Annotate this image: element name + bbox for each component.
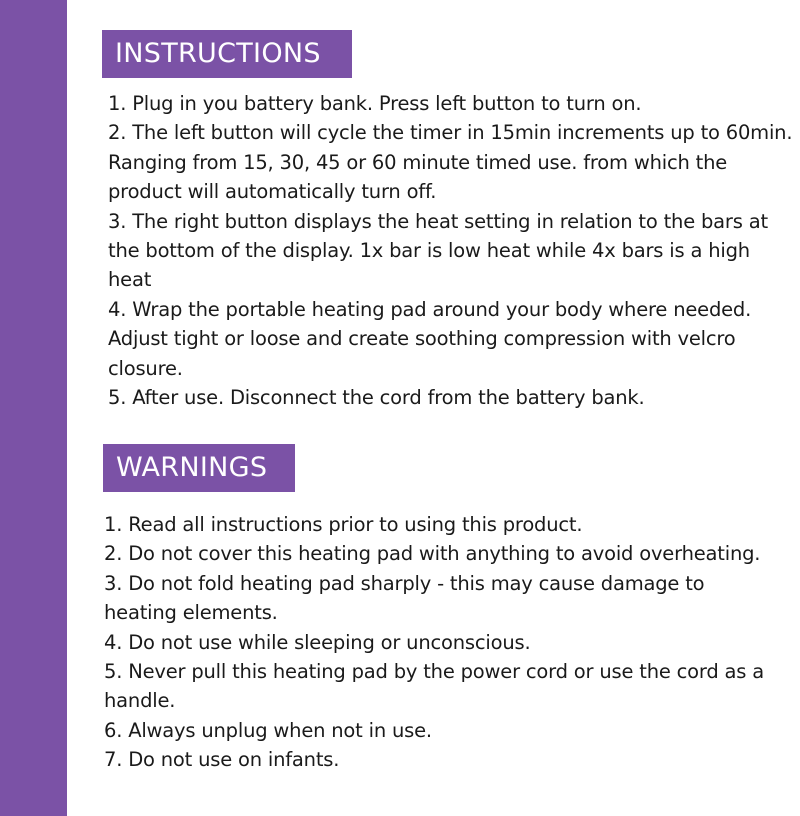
instruction-item: 5. After use. Disconnect the cord from the battery bank.	[108, 386, 645, 410]
warning-item: 5. Never pull this heating pad by the power cord or use the cord as a handle.	[104, 660, 765, 713]
warning-item: 3. Do not fold heating pad sharply - this may cause damage to heating elements.	[104, 571, 705, 625]
instruction-item: 1. Plug in you battery bank. Press left button to turn on.	[108, 92, 642, 115]
warning-item: 6. Always unplug when not in use.	[104, 718, 432, 742]
warning-item: 1. Read all instructions prior to using this product.	[104, 513, 583, 536]
warnings-list	[104, 510, 774, 775]
instruction-item: 4. Wrap the portable heating pad around your body where needed. Adjust tight or loose and create soothing compression with velcro closure.	[108, 297, 752, 380]
warnings-heading: WARNINGS	[103, 444, 295, 492]
left-accent-bar	[0, 0, 67, 816]
instruction-item: 2. The left button will cycle the timer in 15min increments up to 60min. Ranging from 15, 30, 45 or 60 minute timed use. from which the product will automatically turn off.	[108, 121, 793, 204]
warning-item: 7. Do not use on infants.	[104, 748, 340, 772]
instructions-heading: INSTRUCTIONS	[102, 30, 352, 78]
instructions-list	[108, 89, 798, 412]
warning-item: 4. Do not use while sleeping or unconscious.	[104, 630, 531, 654]
warning-item: 2. Do not cover this heating pad with anything to avoid overheating.	[104, 542, 761, 566]
instruction-item: 3. The right button displays the heat setting in relation to the bars at the bottom of the display. 1x bar is low heat while 4x bars is a high heat	[108, 209, 768, 292]
